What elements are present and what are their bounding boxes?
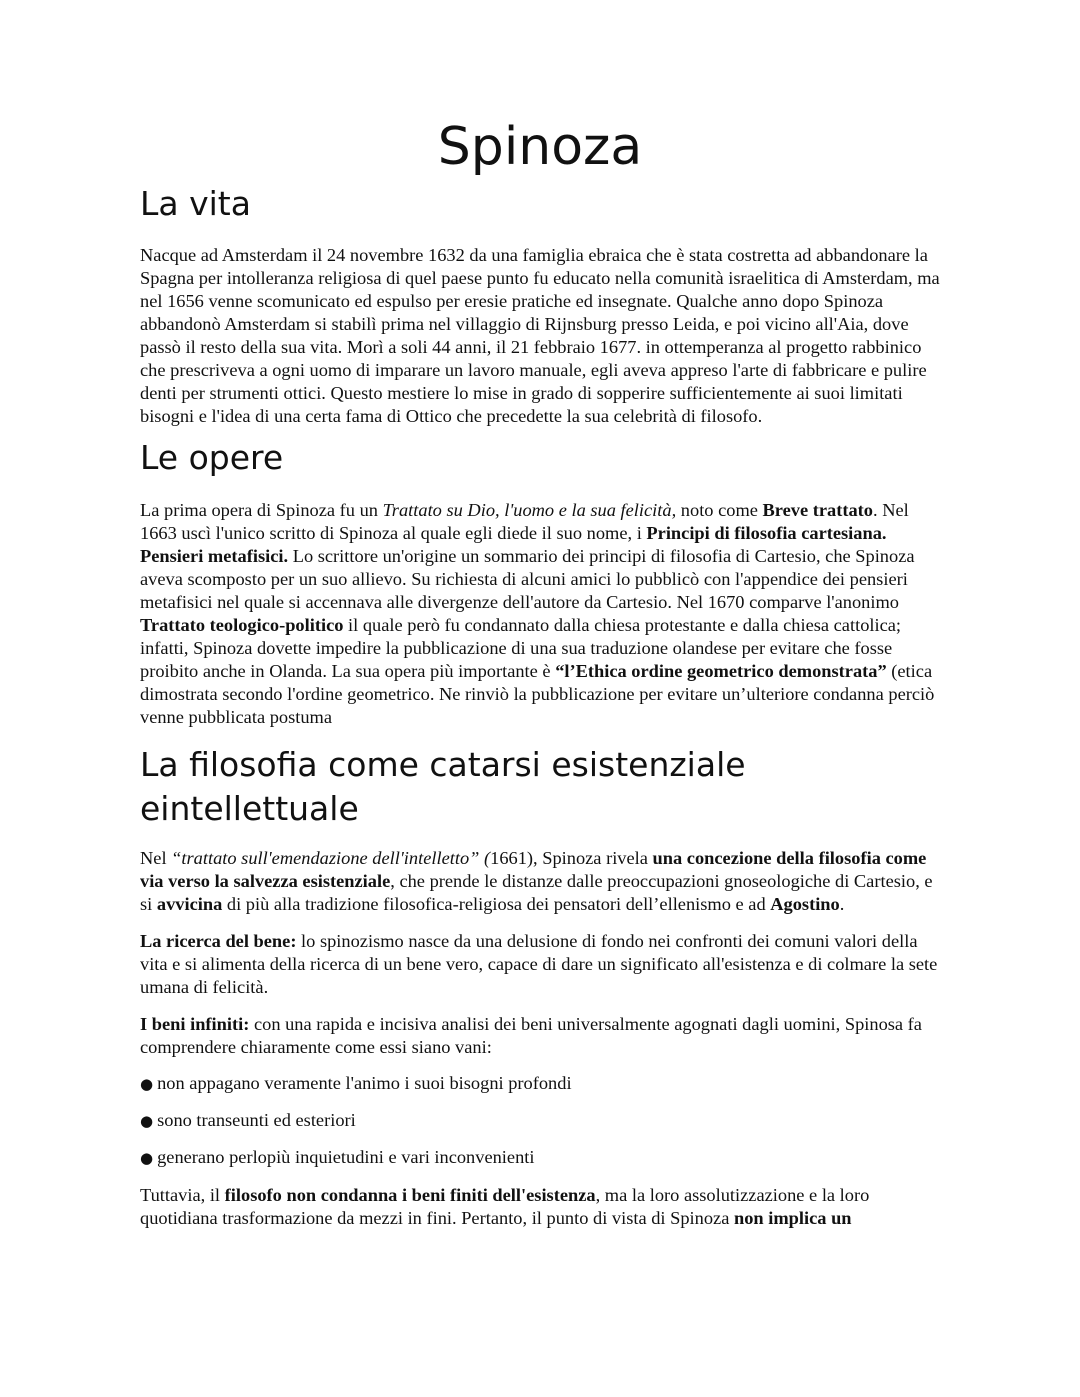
paragraph-ricerca-del-bene: La ricerca del bene: lo spinozismo nasce da una delusione di fondo nei confronti dei comuni valori della vita e si alimenta della ricerca di un bene vero, capace di dare un significato all'esistenza e di colmare la sete umana di felicità.	[140, 931, 938, 997]
list-item: ● generano perlopiù inquietudini e vari inconvenienti	[140, 1147, 535, 1167]
list-item: ● sono transeunti ed esteriori	[140, 1110, 356, 1130]
bullet-icon: ●	[140, 1112, 154, 1130]
section-heading-le-opere: Le opere	[140, 438, 284, 477]
paragraph-tuttavia: Tuttavia, il filosofo non condanna i beni finiti dell'esistenza, ma la loro assolutizzazione e la loro quotidiana trasformazione da mezzi in fini. Pertanto, il punto di vista di Spinoza non implica un	[140, 1185, 870, 1228]
paragraph-le-opere: La prima opera di Spinoza fu un Trattato su Dio, l'uomo e la sua felicità, noto come Breve trattato. Nel 1663 uscì l'unico scritto di Spinoza al quale egli diede il suo nome, i Principi di filosofia cartesiana. Pensieri metafisici. Lo scrittore un'origine un sommario dei principi di filosofia di Cartesio, che Spinoza aveva scomposto per un suo allievo. Su richiesta di alcuni amici lo pubblicò con l'appendice dei pensieri metafisici nel quale si accennava alle divergenze dell'autore da Cartesio. Nel 1670 comparve l'anonimo Trattato teologico-politico il quale però fu condannato dalla chiesa protestante e dalla chiesa cattolica; infatti, Spinoza dovette impedire la pubblicazione di una sua traduzione olandese per evitare che fosse proibito anche in Olanda. La sua opera più importante è “l’Ethica ordine geometrico demonstrata” (etica dimostrata secondo l'ordine geometrico. Ne rinviò la pubblicazione per evitare un’ulteriore condanna perciò venne pubblicata postuma	[140, 500, 935, 727]
paragraph-la-vita: Nacque ad Amsterdam il 24 novembre 1632 da una famiglia ebraica che è stata costretta ad abbandonare la Spagna per intolleranza religiosa di quel paese punto fu educato nella comunità israelitica di Amsterdam, ma nel 1656 venne scomunicato ed espulso per eresie pratiche ed insegnate. Qualche anno dopo Spinoza abbandonò Amsterdam si stabilì prima nel villaggio di Rijnsburg presso Leida, e poi vicino all'Aia, dove passò il resto della sua vita. Morì a soli 44 anni, il 21 febbraio 1677. in ottemperanza al progetto rabbinico che prescriveva a ogni uomo di imparare un lavoro manuale, egli aveva appreso l'arte di fabbricare e pulire denti per strumenti ottici. Questo mestiere lo mise in grado di sopperire sufficientemente ai suoi limitati bisogni e l'idea di una certa fama di Ottico che precedette la sua celebrità di filosofo.	[140, 245, 940, 426]
paragraph-beni-infiniti: I beni infiniti: con una rapida e incisiva analisi dei beni universalmente agognati dagli uomini, Spinosa fa comprendere chiaramente come essi siano vani:	[140, 1014, 922, 1057]
section-heading-filosofia: La filosofia come catarsi esistenziale eintellettuale	[140, 745, 746, 828]
section-heading-la-vita: La vita	[140, 184, 251, 223]
document-title: Spinoza	[437, 117, 643, 177]
bullet-icon: ●	[140, 1075, 154, 1093]
paragraph-emendazione: Nel “trattato sull'emendazione dell'intelletto” (1661), Spinoza rivela una concezione della filosofia come via verso la salvezza esistenziale, che prende le distanze dalle preoccupazioni gnoseologiche di Cartesio, e si avvicina di più alla tradizione filosofica-religiosa dei pensatori dell’ellenismo e ad Agostino.	[140, 848, 933, 914]
list-item: ● non appagano veramente l'animo i suoi bisogni profondi	[140, 1073, 572, 1093]
bullet-icon: ●	[140, 1149, 154, 1167]
document-page	[140, 0, 940, 1230]
